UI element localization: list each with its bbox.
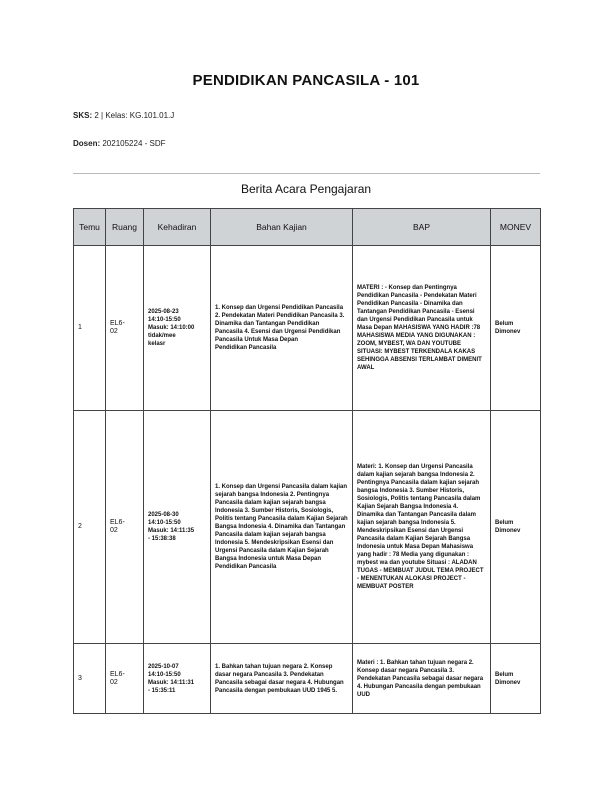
- sks-value: 2 | Kelas: KG.101.01.J: [94, 111, 175, 120]
- cell-monev: Belum Dimonev: [491, 246, 541, 411]
- cell-kehadiran: 2025-10-07 14:10-15:50 Masuk: 14:11:31 - 15:35:11: [144, 644, 211, 714]
- cell-bahan-kajian: 1. Konsep dan Urgensi Pancasila dalam kajian sejarah bangsa Indonesia 2. Pentingnya Pancasila dalam kajian sejarah bangsa Indonesia 3. Sumber Historis, Sosiologis, Politis tentang Pancasila dalam Kajian Sejarah Bangsa Indonesia 4. Dinamika dan Tantangan Pancasila dalam kajian sejarah bangsa Indonesia 5. Mendeskripsikan Esensi dan Urgensi Pancasila dalam Kajian Sejarah Bangsa Indonesia untuk Masa Depan Pendidikan Pancasila: [211, 411, 353, 644]
- cell-temu: 3: [74, 644, 106, 714]
- dosen-value: 202105224 - SDF: [102, 139, 166, 148]
- cell-ruang: EL6- 02: [106, 644, 144, 714]
- cell-kehadiran: 2025-08-30 14:10-15:50 Masuk: 14:11:35 - 15:38:38: [144, 411, 211, 644]
- page-title: PENDIDIKAN PANCASILA - 101: [192, 72, 420, 89]
- header-ruang: Ruang: [106, 209, 144, 246]
- cell-temu: 1: [74, 246, 106, 411]
- divider: [73, 173, 540, 174]
- header-bap: BAP: [353, 209, 491, 246]
- header-monev: MONEV: [491, 209, 541, 246]
- table-header-row: [74, 209, 541, 246]
- bap-table: [73, 208, 541, 714]
- dosen-line: [73, 139, 166, 148]
- table-row: [74, 644, 541, 714]
- sks-label: SKS:: [73, 111, 93, 120]
- table-row: [74, 246, 541, 411]
- header-kehadiran: Kehadiran: [144, 209, 211, 246]
- cell-monev: Belum Dimonev: [491, 644, 541, 714]
- dosen-label: Dosen:: [73, 139, 101, 148]
- cell-kehadiran: 2025-08-23 14:10-15:50 Masuk: 14:10:00 tidak/mee kelasr: [144, 246, 211, 411]
- cell-temu: 2: [74, 411, 106, 644]
- sks-line: [73, 111, 174, 120]
- cell-bap: Materi : 1. Bahkan tahan tujuan negara 2. Konsep dasar negara Pancasila 3. Pendekatan Pancasila sebagai dasar negara 4. Hubungan Pancasila dengan pembukaan UUD: [353, 644, 491, 714]
- cell-bap: Materi: 1. Konsep dan Urgensi Pancasila dalam kajian sejarah bangsa Indonesia 2. Pentingnya Pancasila dalam kajian sejarah bangsa Indonesia 3. Sumber Historis, Sosiologis, Politis tentang Pancasila dalam Kajian Sejarah Bangsa Indonesia 4. Dinamika dan Tantangan Pancasila dalam kajian sejarah bangsa Indonesia 5. Mendeskripsikan Esensi dan Urgensi Pancasila dalam Kajian Sejarah Bangsa Indonesia untuk Masa Depan Mahasiswa yang hadir : 78 Media yang digunakan : mybest wa dan youtube Situasi : ALADAN TUGAS - MEMBUAT JUDUL TEMA PROJECT - MENENTUKAN ALOKASI PROJECT - MEMBUAT POSTER: [353, 411, 491, 644]
- table-row: [74, 411, 541, 644]
- cell-bap: MATERI : - Konsep dan Pentingnya Pendidikan Pancasila - Pendekatan Materi Pendidikan Pancasila - Dinamika dan Tantangan Pendidikan Pancasila - Esensi dan Urgensi Pendidikan Pancasila untuk Masa Depan MAHASISWA YANG HADIR :78 MAHASISWA MEDIA YANG DIGUNAKAN : ZOOM, MYBEST, WA DAN YOUTUBE SITUASI: MYBEST TERKENDALA KAKAS SEHINGGA ABSENSI TERLAMBAT DIMENIT AWAL: [353, 246, 491, 411]
- cell-ruang: EL6- 02: [106, 411, 144, 644]
- cell-monev: Belum Dimonev: [491, 411, 541, 644]
- section-title: Berita Acara Pengajaran: [240, 182, 372, 196]
- header-temu: Temu: [74, 209, 106, 246]
- cell-ruang: EL6- 02: [106, 246, 144, 411]
- header-bahan-kajian: Bahan Kajian: [211, 209, 353, 246]
- cell-bahan-kajian: 1. Konsep dan Urgensi Pendidikan Pancasila 2. Pendekatan Materi Pendidikan Pancasila 3. Dinamika dan Tantangan Pendidikan Pancasila 4. Esensi dan Urgensi Pendidikan Pancasila Untuk Masa Depan Pendidikan Pancasila: [211, 246, 353, 411]
- cell-bahan-kajian: 1. Bahkan tahan tujuan negara 2. Konsep dasar negara Pancasila 3. Pendekatan Pancasila sebagai dasar negara 4. Hubungan Pancasila dengan pembukaan UUD 1945 5.: [211, 644, 353, 714]
